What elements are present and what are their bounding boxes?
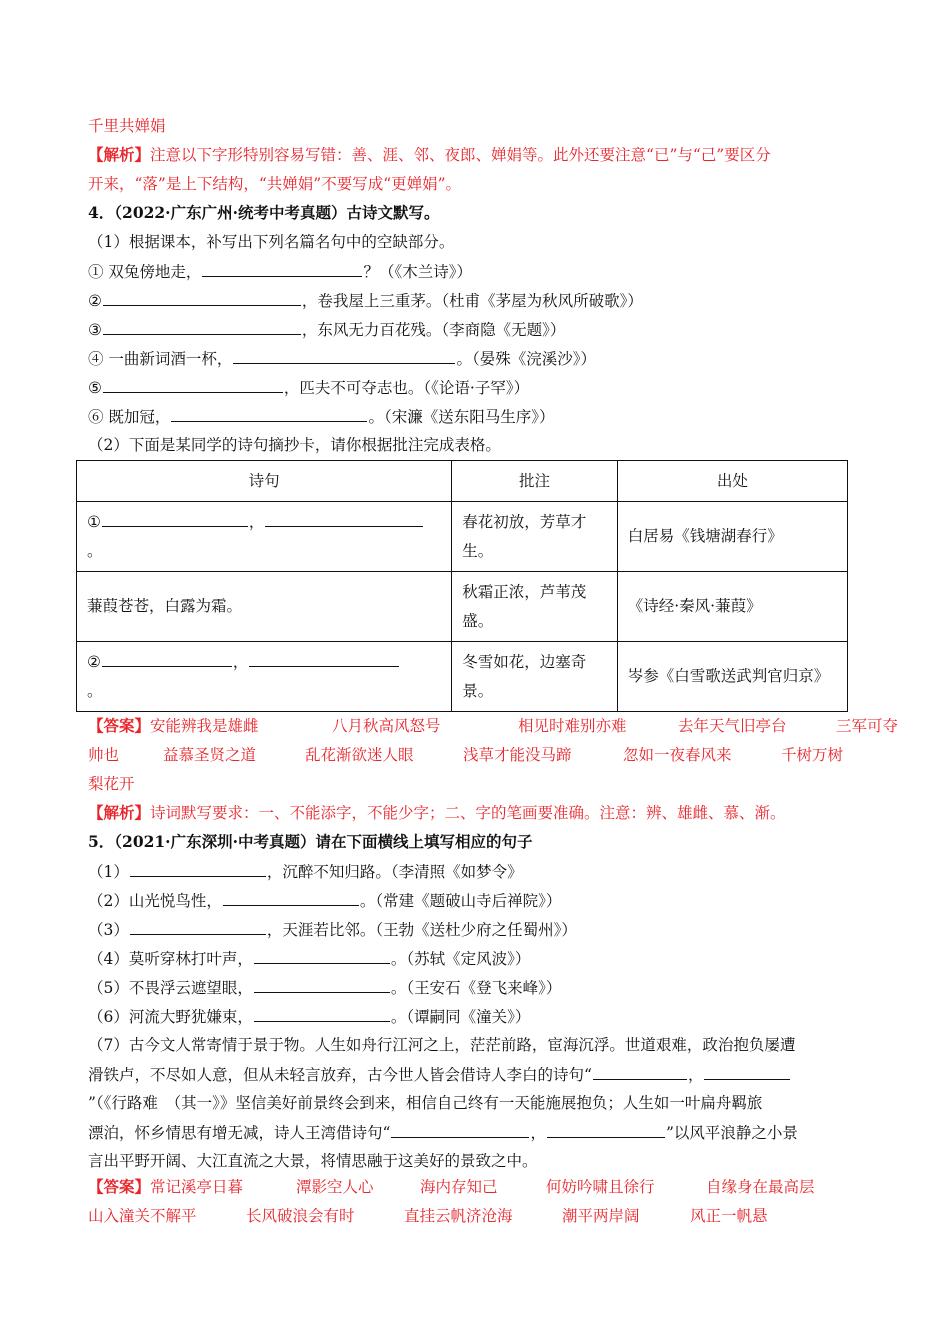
answer-blank[interactable] — [593, 1064, 687, 1080]
q5-p7-line-1: （7）古今文人常寄情于景于物。人生如舟行江河之上，茫茫前路，宦海沉浮。世道艰难，政治抱负屡遭 — [88, 1036, 796, 1054]
answer-item: 何妨吟啸且徐行 — [546, 1178, 655, 1196]
source-cell: 《诗经·秦风·蒹葭》 — [617, 572, 847, 642]
answer-blank[interactable] — [130, 919, 266, 935]
answer-item: 长风破浪会有时 — [246, 1207, 355, 1225]
answer-blank[interactable] — [391, 1122, 529, 1138]
q5-item-4: （4）莫听穿林打叶声， 。（苏轼《定风波》） — [88, 950, 531, 968]
answer-blank[interactable] — [171, 406, 367, 422]
answer-item: 风正一帆悬 — [690, 1207, 768, 1225]
verse-cell: ② ， 。 — [77, 642, 452, 712]
answer-blank[interactable] — [103, 377, 283, 393]
q5-item-3: （3） ，天涯若比邻。（王勃《送杜少府之任蜀州》） — [88, 921, 577, 939]
q4-title: 4．（2022·广东广州·统考中考真题）古诗文默写。 — [88, 203, 440, 222]
answer-item: 潭影空人心 — [296, 1178, 374, 1196]
answer-item: 安能辨我是雄雌 — [150, 717, 259, 735]
answer-blank[interactable] — [202, 261, 362, 277]
answer-item: 直挂云帆济沧海 — [404, 1207, 513, 1225]
q5-item-2: （2）山光悦鸟性， 。（常建《题破山寺后禅院》） — [88, 892, 562, 910]
answer-blank[interactable] — [249, 651, 399, 667]
q4-item-2: ② ，卷我屋上三重茅。（杜甫《茅屋为秋风所破歌》） — [88, 292, 643, 310]
answer-item: 海内存知己 — [420, 1178, 498, 1196]
answer-blank[interactable] — [102, 651, 232, 667]
answer-blank[interactable] — [103, 319, 301, 335]
q4-answer-line-3: 梨花开 — [88, 775, 135, 793]
answer-tag: 【答案】 — [88, 716, 151, 735]
note-cell: 冬雪如花，边塞奇景。 — [452, 642, 618, 712]
q5-title: 5．（2021·广东深圳·中考真题）请在下面横线上填写相应的句子 — [88, 832, 533, 851]
q4-item-4: ④ 一曲新词酒一杯， 。（晏殊《浣溪沙》） — [88, 350, 596, 368]
q5-item-5: （5）不畏浮云遮望眼， 。（王安石《登飞来峰》） — [88, 979, 562, 997]
q4-answer-line-1 — [88, 716, 898, 736]
answer-item: 潮平两岸阔 — [562, 1207, 640, 1225]
note-cell: 秋霜正浓，芦苇茂盛。 — [452, 572, 618, 642]
answer-blank[interactable] — [254, 948, 390, 964]
header-source: 出处 — [617, 461, 847, 502]
answer-item: 乱花渐欲迷人眼 — [305, 746, 414, 764]
verse-cell: ① ， 。 — [77, 502, 452, 572]
q5-p7-line-3: ”（《行路难 （其一》》坚信美好前景终会到来，相信自己终有一天能施展抱负；人生如一叶扁舟羁旅 — [88, 1094, 763, 1112]
source-cell: 岑参《白雪歌送武判官归京》 — [617, 642, 847, 712]
answer-item: 相见时难别亦难 — [518, 717, 627, 735]
source-cell: 白居易《钱塘湖春行》 — [617, 502, 847, 572]
previous-answer-line: 千里共婵娟 — [88, 117, 166, 135]
answer-blank[interactable] — [265, 511, 423, 527]
answer-blank[interactable] — [130, 861, 266, 877]
analysis-tag: 【解析】 — [88, 803, 151, 822]
answer-item: 自缘身在最高层 — [706, 1178, 815, 1196]
table-row — [77, 572, 848, 642]
answer-blank[interactable] — [547, 1122, 665, 1138]
answer-blank[interactable] — [254, 977, 390, 993]
q4-part1-instruction: （1）根据课本，补写出下列名篇名句中的空缺部分。 — [88, 233, 455, 251]
previous-analysis-line-2: 开来，“落”是上下结构，“共婵娟”不要写成“更婵娟”。 — [88, 175, 462, 193]
q4-item-6: ⑥ 既加冠， 。（宋濂《送东阳马生序》） — [88, 408, 555, 426]
note-cell: 春花初放，芳草才生。 — [452, 502, 618, 572]
table-header-row — [77, 461, 848, 502]
answer-item: 八月秋高风怒号 — [332, 717, 441, 735]
verse-cell: 蒹葭苍苍，白露为霜。 — [77, 572, 452, 642]
answer-blank[interactable] — [103, 290, 301, 306]
q5-p7-line-4: 漂泊，怀乡情思有增无减，诗人王湾借诗句“ ， ”以风平浪静之小景 — [88, 1124, 798, 1142]
answer-item: 帅也 — [88, 746, 120, 764]
previous-analysis-line-1: 【解析】注意以下字形特别容易写错：善、涯、邻、夜郎、婵娟等。此外还要注意“已”与“己”要区分 — [88, 145, 771, 164]
poem-card-table — [76, 460, 848, 712]
answer-item: 益慕圣贤之道 — [163, 746, 257, 764]
answer-blank[interactable] — [254, 1006, 390, 1022]
q5-answer-line-1 — [88, 1177, 815, 1197]
q4-answer-line-2 — [88, 745, 843, 765]
header-note: 批注 — [452, 461, 618, 502]
q5-p7-line-5: 言出平野开阔、大江直流之大景，将情思融于这美好的景致之中。 — [88, 1152, 538, 1170]
q5-p7-line-2: 滑铁卢，不尽如人意，但从未轻言放弃，古今世人皆会借诗人李白的诗句“ ， — [88, 1064, 791, 1085]
q4-item-5: ⑤ ，匹夫不可夺志也。（《论语·子罕》） — [88, 379, 530, 397]
analysis-tag: 【解析】 — [88, 145, 151, 164]
answer-item: 常记溪亭日暮 — [150, 1178, 244, 1196]
answer-item: 三军可夺 — [836, 717, 899, 735]
answer-blank[interactable] — [102, 511, 248, 527]
answer-item: 山入潼关不解平 — [88, 1207, 197, 1225]
q4-item-1: ① 双兔傍地走， ？（《木兰诗》） — [88, 263, 472, 281]
answer-item: 忽如一夜春风来 — [623, 746, 732, 764]
q5-item-6: （6）河流大野犹嫌束， 。（谭嗣同《潼关》） — [88, 1008, 531, 1026]
header-verse: 诗句 — [77, 461, 452, 502]
q4-item-3: ③ ，东风无力百花残。（李商隐《无题》） — [88, 321, 566, 339]
table-row — [77, 642, 848, 712]
answer-item: 千树万树 — [781, 746, 844, 764]
q4-part2-instruction: （2）下面是某同学的诗句摘抄卡，请你根据批注完成表格。 — [88, 436, 501, 454]
q5-answer-line-2 — [88, 1206, 768, 1226]
answer-blank[interactable] — [233, 348, 455, 364]
answer-item: 去年天气旧亭台 — [678, 717, 787, 735]
q5-item-1: （1） ，沉醉不知归路。（李清照《如梦令》 — [88, 863, 523, 881]
answer-blank[interactable] — [704, 1064, 790, 1080]
answer-tag: 【答案】 — [88, 1177, 151, 1196]
q4-analysis: 【解析】诗词默写要求：一、不能添字，不能少字；二、字的笔画要准确。注意：辨、雄雌、慕、渐。 — [88, 803, 786, 822]
answer-item: 浅草才能没马蹄 — [463, 746, 572, 764]
answer-blank[interactable] — [223, 890, 359, 906]
table-row — [77, 502, 848, 572]
